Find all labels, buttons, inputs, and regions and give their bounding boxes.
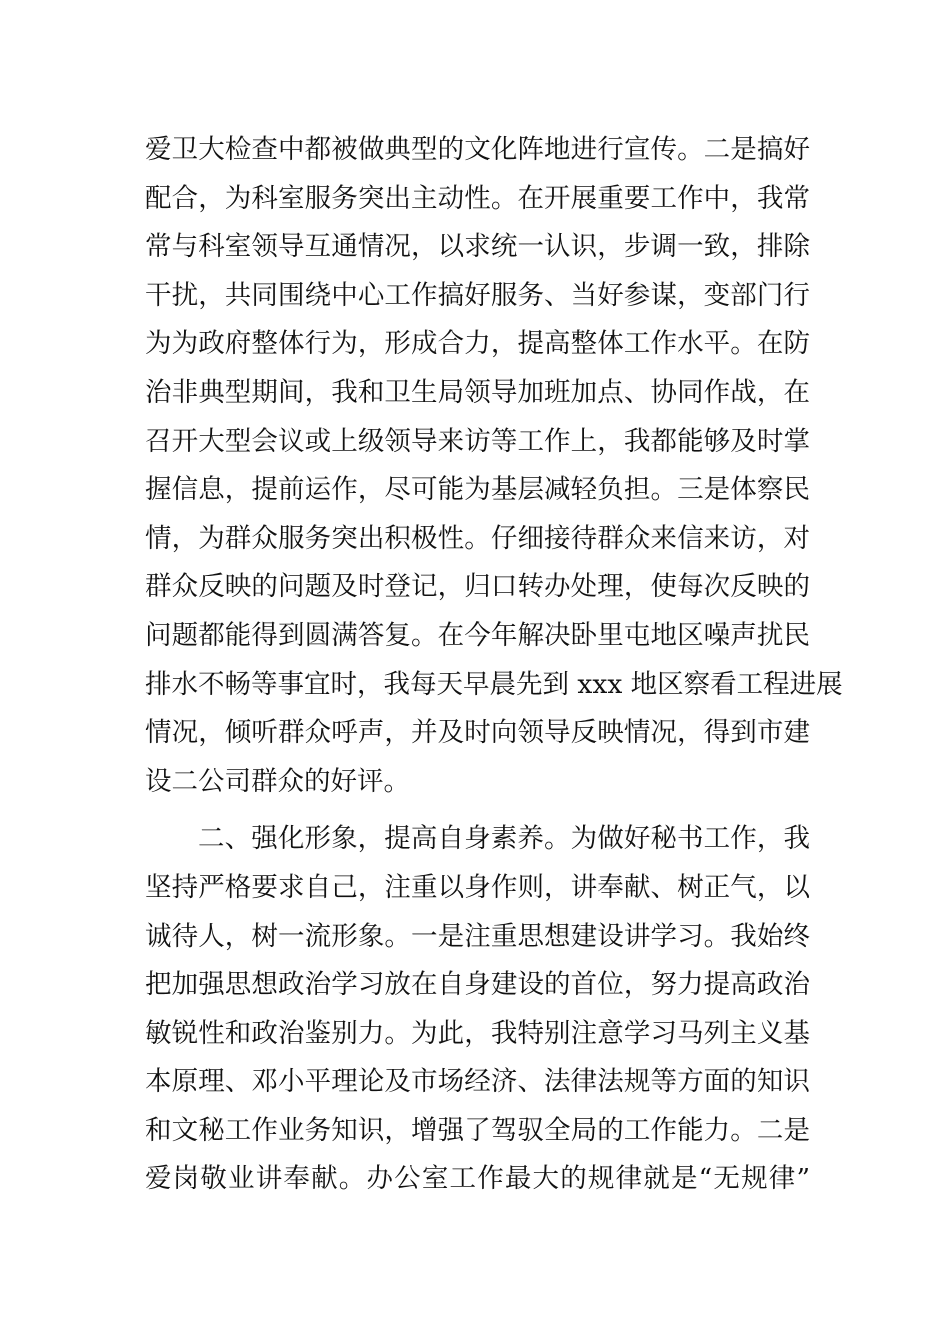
text-line: 爱卫大检查中都被做典型的文化阵地进行宣传。二是搞好	[145, 134, 810, 165]
text-line: 诚待人，树一流形象。一是注重思想建设讲学习。我始终	[145, 920, 810, 952]
text-line: 召开大型会议或上级领导来访等工作上，我都能够及时掌	[145, 425, 810, 457]
text-line: 本原理、邓小平理论及市场经济、法律法规等方面的知识	[145, 1066, 810, 1098]
text-line: 敏锐性和政治鉴别力。为此，我特别注意学习马列主义基	[145, 1017, 810, 1049]
text-line: 情况，倾听群众呼声，并及时向领导反映情况，得到市建	[145, 717, 810, 749]
text-line: 爱岗敬业讲奉献。办公室工作最大的规律就是“无规律”	[145, 1163, 810, 1195]
text-line: 治非典型期间，我和卫生局领导加班加点、协同作战，在	[145, 376, 810, 408]
text-line: 配合，为科室服务突出主动性。在开展重要工作中，我常	[145, 182, 810, 214]
text-line: 设二公司群众的好评。	[145, 765, 410, 797]
paragraph-2	[145, 815, 810, 1204]
paragraph-1	[145, 126, 843, 806]
text-line: 问题都能得到圆满答复。在今年解决卧里屯地区噪声扰民	[145, 619, 810, 651]
text-line: 常与科室领导互通情况，以求统一认识，步调一致，排除	[145, 231, 810, 263]
text-line: 干扰，共同围绕中心工作搞好服务、当好参谋，变部门行	[145, 279, 810, 311]
paragraph-spacer	[145, 806, 810, 815]
text-line: 把加强思想政治学习放在自身建设的首位，努力提高政治	[145, 969, 810, 1001]
text-line: 坚持严格要求自己，注重以身作则，讲奉献、树正气，以	[145, 871, 810, 903]
text-line: 握信息，提前运作，尽可能为基层减轻负担。三是体察民	[145, 474, 810, 506]
text-line: 排水不畅等事宜时，我每天早晨先到 xxx 地区察看工程进展	[145, 668, 843, 700]
text-line: 情，为群众服务突出积极性。仔细接待群众来信来访，对	[145, 522, 810, 554]
text-line: 群众反映的问题及时登记，归口转办处理，使每次反映的	[145, 571, 810, 603]
text-line: 和文秘工作业务知识，增强了驾驭全局的工作能力。二是	[145, 1114, 810, 1146]
text-line: 二、强化形象，提高自身素养。为做好秘书工作，我	[198, 823, 810, 855]
text-line: 为为政府整体行为，形成合力，提高整体工作水平。在防	[145, 328, 810, 360]
document-body	[145, 126, 843, 1204]
